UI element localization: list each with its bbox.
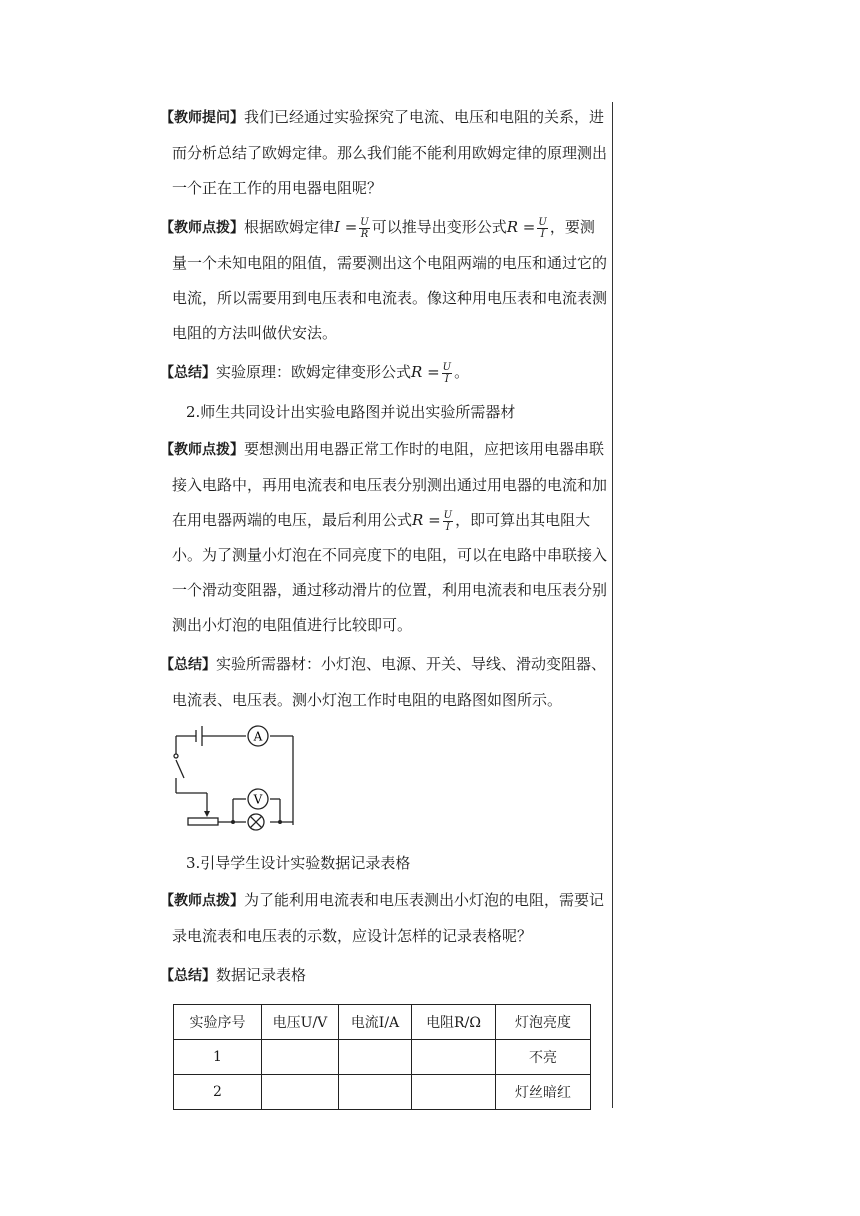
paragraph-text: 为了能利用电流表和电压表测出小灯泡的电阻，需要记录电流表和电压表的示数，应设计怎样的记录表格呢？: [172, 891, 605, 945]
paragraph-text: 实验所需器材：小灯泡、电源、开关、导线、滑动变阻器、电流表、电压表。测小灯泡工作时电阻的电路图如图所示。: [172, 655, 607, 709]
paragraph-text: 数据记录表格: [216, 966, 307, 984]
paragraph-label: 【总结】: [160, 365, 216, 381]
paragraph-text: 根据欧姆定律: [244, 218, 335, 236]
table-header-row: [174, 1005, 591, 1040]
lesson-content-lower: [160, 846, 608, 998]
paragraph-text: 可以推导出变形公式: [371, 218, 507, 236]
formula-lhs: I =: [334, 218, 358, 236]
table-cell: [339, 1040, 412, 1075]
table-cell: [262, 1075, 339, 1110]
fraction-numerator: U: [443, 509, 453, 521]
ammeter-label: A: [253, 729, 263, 744]
fraction-numerator: U: [360, 216, 369, 228]
voltmeter-icon: [248, 789, 268, 809]
fraction-denominator: I: [540, 228, 545, 240]
slider-arrow-icon: [204, 811, 210, 817]
fraction-denominator: R: [360, 228, 369, 240]
fraction-denominator: I: [444, 373, 449, 385]
table-cell: [339, 1075, 412, 1110]
paragraph-label: 【教师点拨】: [160, 220, 244, 236]
paragraph-label: 【总结】: [160, 968, 216, 984]
table-cell: 2: [174, 1075, 262, 1110]
teacher-hint-paragraph: [160, 210, 608, 351]
fraction-numerator: U: [442, 361, 452, 373]
paragraph-text: 。: [454, 363, 470, 381]
table-header-cell: 电阻R/Ω: [412, 1005, 496, 1040]
formula-fraction: [443, 510, 453, 533]
table-header-cell: 电压U/V: [262, 1005, 339, 1040]
paragraph-text: 我们已经通过实验探究了电流、电压和电阻的关系，进而分析总结了欧姆定律。那么我们能不能利用欧姆定律的原理测出一个正在工作的用电器电阻呢？: [172, 108, 608, 197]
teacher-hint-circuit-paragraph: [160, 432, 608, 643]
summary-table-paragraph: [160, 958, 608, 994]
table-cell: 灯丝暗红: [496, 1075, 591, 1110]
junction-dot: [231, 820, 235, 824]
step-heading-3: 3.引导学生设计实验数据记录表格: [186, 854, 411, 872]
paragraph-text: 要想测出用电器正常工作时的电阻，应把该用电器串联接入电路中，再用电流表和电压表分别测出通过用电器的电流和加在用电器两端的电压，最后利用公式: [172, 440, 608, 529]
formula-fraction: [359, 217, 369, 240]
paragraph-label: 【教师提问】: [160, 110, 244, 126]
formula-lhs: R =: [412, 511, 441, 529]
voltmeter-label: V: [253, 792, 263, 807]
table-cell: [412, 1040, 496, 1075]
table-header-cell: 灯泡亮度: [496, 1005, 591, 1040]
table-header-cell: 实验序号: [174, 1005, 262, 1040]
junction-dot: [278, 820, 282, 824]
teacher-question-paragraph: [160, 100, 608, 206]
table-cell: [262, 1040, 339, 1075]
paragraph-text: 实验原理：欧姆定律变形公式: [216, 363, 412, 381]
step-heading-2: 2.师生共同设计出实验电路图并说出实验所需器材: [186, 403, 516, 421]
lesson-content: [160, 100, 608, 722]
table-row: [174, 1040, 591, 1075]
table-cell: [412, 1075, 496, 1110]
ammeter-icon: [248, 726, 268, 746]
paragraph-text: ，即可算出其电阻大小。为了测量小灯泡在不同亮度下的电阻，可以在电路中串联接入一个滑动变阻器，通过移动滑片的位置，利用电流表和电压表分别测出小灯泡的电阻值进行比较即可。: [172, 511, 608, 634]
fraction-numerator: U: [538, 216, 547, 228]
data-record-table: [173, 1004, 591, 1110]
circuit-diagram: [160, 722, 310, 834]
fraction-denominator: I: [445, 521, 450, 533]
table-cell: 1: [174, 1040, 262, 1075]
formula-fraction: [537, 217, 547, 240]
paragraph-label: 【教师点拨】: [160, 442, 244, 458]
paragraph-text: ，要测量一个未知电阻的阻值，需要测出这个电阻两端的电压和通过它的电流，所以需要用到电压表和电流表。像这种用电压表和电流表测电阻的方法叫做伏安法。: [172, 218, 608, 342]
formula-lhs: R =: [506, 218, 536, 236]
paragraph-label: 【总结】: [160, 657, 216, 673]
paragraph-label: 【教师点拨】: [160, 893, 244, 909]
summary-principle-paragraph: [160, 355, 608, 391]
formula-lhs: R =: [411, 363, 440, 381]
summary-equipment-paragraph: [160, 647, 608, 718]
teacher-hint-table-paragraph: [160, 883, 608, 954]
table-header-cell: 电流I/A: [339, 1005, 412, 1040]
table-row: [174, 1075, 591, 1110]
formula-fraction: [442, 362, 452, 385]
margin-rule: [612, 102, 613, 1108]
table-cell: 不亮: [496, 1040, 591, 1075]
